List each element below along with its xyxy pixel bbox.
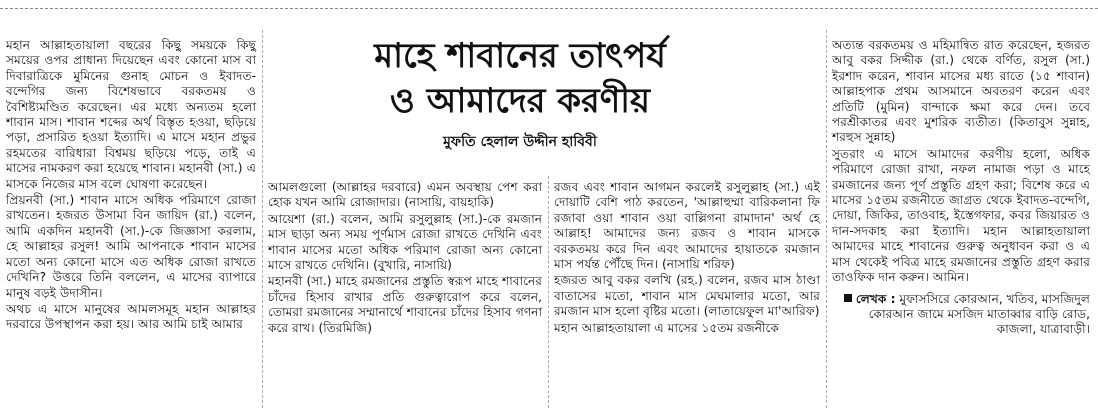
column-divider bbox=[548, 176, 549, 408]
column-divider bbox=[262, 30, 263, 408]
column-1 bbox=[6, 38, 256, 334]
column-2 bbox=[268, 180, 542, 337]
paragraph: আয়েশা (রা.) বলেন, আমি রসুলুল্লাহ (সা.)-কে রমজান মাস ছাড়া অন্য সময় পূর্ণমাস রোজা রাখতে দেখিনি এবং শাবান মাসের মতো অধিক পরিমাণ রোজা অন্য কোনো মাসে রাখতে দেখিনি। (বুখারি, নাসায়ি) bbox=[268, 211, 542, 273]
paragraph: মহান আল্লাহতায়ালা বছরের কিছু সময়কে কিছু সময়ের ওপর প্রাধান্য দিয়েছেন এবং কোনো মাস বা দিবারাত্রিকে মুমিনের গুনাহ মোচন ও ইবাদত-বন্দেগির জন্য বিশেষভাবে বরকতময় ও বৈশিষ্ট্যমণ্ডিত করেছেন। এর মধ্যে অন্যতম হলো শাবান মাস। শাবান শব্দের অর্থ বিস্তৃত হওয়া, ছড়িয়ে পড়া, প্রসারিত হওয়া ইত্যাদি। এ মাসে মহান প্রভুর রহমতের বারিধারা বিশ্বময় ছড়িয়ে পড়ে, তাই এ মাসের নামকরণ করা হয়েছে শাবান। মহানবী (সা.) এ মাসকে নিজের মাস বলে ঘোষণা করেছেন। bbox=[6, 38, 256, 191]
title-line-2: ও আমাদের করণীয় bbox=[389, 81, 651, 121]
writer-text: মুফাসসিরে কোরআন, খতিব, মাসজিদুল কোরআন জামে মসজিদ মাতাব্বার বাড়ি রোড, কাজলা, যাত্রাবাড়ী। bbox=[868, 291, 1090, 337]
title-line-1: মাহে শাবানের তাৎপর্য bbox=[374, 36, 666, 76]
paragraph: মহান আল্লাহতায়ালা এ মাসের ১৫তম রজনীকে bbox=[554, 320, 779, 335]
square-bullet-icon bbox=[844, 294, 852, 302]
article-author: মুফতি হেলাল উদ্দীন হাবিবী bbox=[443, 134, 597, 150]
paragraph: অথচ এ মাসে মানুষের আমলসমূহ মহান আল্লাহর দরবারে উপস্থাপন করা হয়। আর আমি চাই আমার bbox=[6, 301, 256, 332]
column-4 bbox=[832, 38, 1090, 338]
paragraph: অত্যন্ত বরকতময় ও মহিমান্বিত রাত করেছেন, হজরত আবু বকর সিদ্দীক (রা.) থেকে বর্ণিত, রসুল (সা.) ইরশাদ করেন, শাবান মাসের মধ্য রাতে (১৫ শাবান) আল্লাহপাক প্রথম আসমানে অবতরণ করেন এবং প্রতিটি (মুমিন) বান্দাকে ক্ষমা করে দেন। তবে পরশ্রীকাতর এবং মুশরিক ব্যতীত। (কিতাবুস সুন্নাহ, শরহুস সুন্নাহ) bbox=[832, 38, 1090, 145]
column-3 bbox=[554, 180, 820, 337]
paragraph: হজরত আবু বকর বলখি (রহ.) বলেন, রজব মাস ঠাণ্ডা বাতাসের মতো, শাবান মাস মেঘমালার মতো, আর রমজান মাস হলো বৃষ্টির মতো। (লাতায়েফুল মা'আরিফ) bbox=[554, 273, 820, 319]
writer-credit bbox=[832, 292, 1090, 338]
top-border bbox=[0, 0, 1098, 9]
column-divider bbox=[826, 30, 827, 408]
writer-label: লেখক : bbox=[855, 291, 896, 306]
paragraph: আমলগুলো (আল্লাহর দরবারে) এমন অবস্থায় পেশ করা হোক যখন আমি রোজাদার। (নাসায়ি, বায়হাকি) bbox=[268, 180, 542, 210]
paragraph: মহানবী (সা.) মাহে রমজানের প্রস্তুতি স্বরূপ মাহে শাবানের চাঁদের হিসাব রাখার প্রতি গুরুত্বারোপ করে বলেন, তোমরা রমজানের সম্মানার্থে শাবানের চাঁদের হিসাব গণনা করে রাখ। (তিরমিজি) bbox=[268, 274, 542, 335]
paragraph: সুতরাং এ মাসে আমাদের করণীয় হলো, অধিক পরিমাণে রোজা রাখা, নফল নামাজ পড়া ও মাহে রমজানের জন্য পূর্ণ প্রস্তুতি গ্রহণ করা; বিশেষ করে এ মাসের ১৫তম রজনীতে জাগ্রত থেকে ইবাদত-বন্দেগি, দোয়া, জিকির, তাওবাহ, ইস্তেগফার, কবর জিয়ারত ও দান-সদকাহ করা ইত্যাদি। মহান আল্লাহতায়ালা আমাদের মাহে শাবানের গুরুত্ব অনুধাবন করা ও এ মাস থেকেই পবিত্র মাহে রমজানের প্রস্তুতি গ্রহণ করার তাওফিক দান করুন। আমিন। bbox=[832, 146, 1090, 285]
article-title bbox=[268, 34, 772, 124]
paragraph: রজব এবং শাবান আগমন করলেই রসুলুল্লাহ (সা.) এই দোয়াটি বেশি পাঠ করতেন, 'আল্লাহুম্মা বারিকলানা ফি রজাবা ওয়া শাবান ওয়া বাল্লিগনা রামাদান' অর্থ হে আল্লাহ! আমাদের জন্য রজব ও শাবান মাসকে বরকতময় করে দিন এবং আমাদের হায়াতকে রমজান মাস পর্যন্ত পৌঁছে দিন। (নাসায়ি শরিফ) bbox=[554, 180, 820, 272]
paragraph: প্রিয়নবী (সা.) শাবান মাসে অধিক পরিমাণে রোজা রাখতেন। হজরত উসামা বিন জায়িদ (রা.) বলেন, আমি একদিন মহানবী (সা.)-কে জিজ্ঞাসা করলাম, হে আল্লাহর রসুল! আমি আপনাকে শাবান মাসের মতো অন্য কোনো মাসে এত অধিক রোজা রাখতে দেখিনি? উত্তরে তিনি বললেন, এ মাসের ব্যাপারে মানুষ বড়ই উদাসীন। bbox=[6, 193, 256, 300]
